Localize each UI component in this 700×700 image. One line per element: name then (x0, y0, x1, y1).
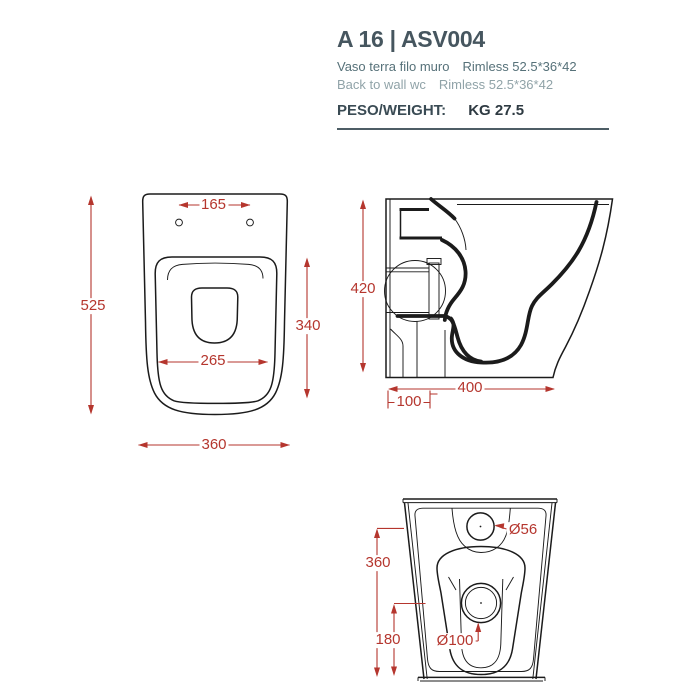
dim-back-inlet-diameter: Ø56 (508, 521, 538, 539)
dim-top-overall-width: 360 (201, 436, 227, 454)
top-view-dimension-lines (88, 196, 310, 449)
seat-fixing-hole-left (176, 219, 183, 226)
description-italian-spec: Rimless 52.5*36*42 (462, 59, 577, 74)
dim-top-overall-length: 525 (80, 297, 106, 315)
top-view-drawing (143, 194, 288, 415)
description-english-spec: Rimless 52.5*36*42 (438, 77, 554, 92)
weight-value: KG 27.5 (468, 102, 525, 119)
dim-top-hole-spacing: 165 (200, 196, 227, 214)
dim-side-height: 420 (350, 280, 376, 298)
dim-back-height: 360 (365, 554, 391, 572)
description-italian-name: Vaso terra filo muro (337, 59, 450, 74)
seat-fixing-hole-right (247, 219, 254, 226)
dim-back-outlet-diameter: Ø100 (436, 632, 474, 650)
dim-top-seat-width: 265 (200, 352, 226, 370)
product-code: A 16 | ASV004 (337, 26, 485, 52)
dim-side-depth: 400 (457, 379, 483, 397)
dim-side-outlet-offset: 100 (396, 392, 422, 410)
description-english-name: Back to wall wc (337, 77, 426, 92)
dim-top-seat-length: 340 (295, 317, 321, 335)
dim-back-outlet-height: 180 (375, 631, 401, 649)
side-view-drawing (385, 199, 613, 378)
weight-label: PESO/WEIGHT: (337, 102, 447, 119)
